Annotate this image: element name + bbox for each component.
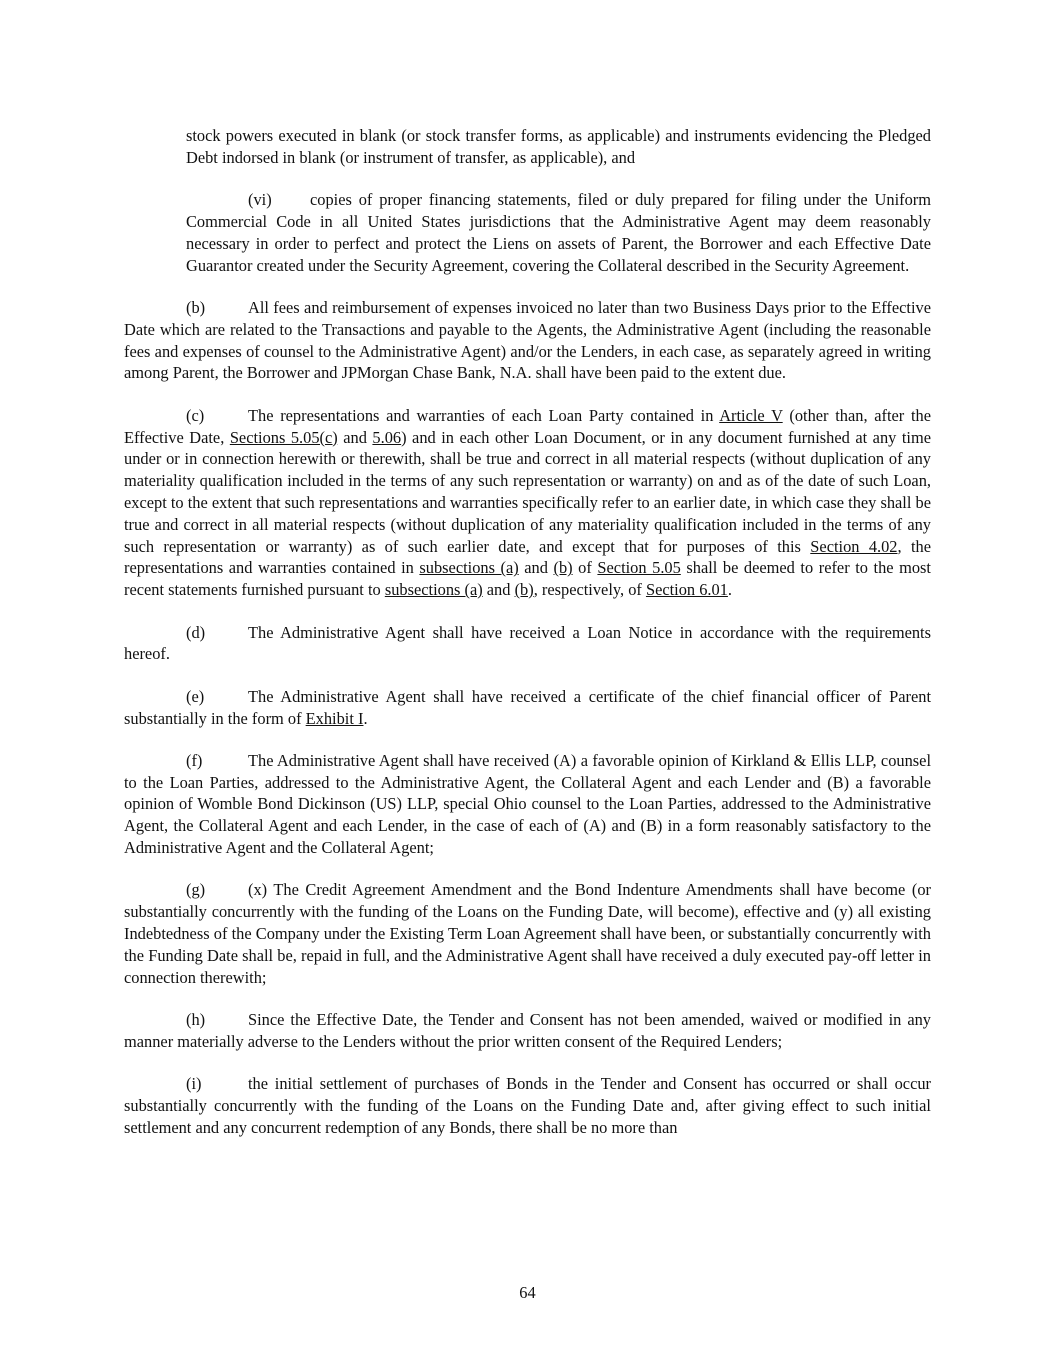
cross-reference: subsections (a) xyxy=(384,580,483,600)
paragraph-marker: (f) xyxy=(186,750,203,770)
paragraph-marker: (b) xyxy=(186,297,206,317)
paragraph-marker: (g) xyxy=(186,880,206,900)
paragraph-marker: (e) xyxy=(186,686,205,706)
paragraph-marker: (h) xyxy=(186,1010,206,1030)
paragraph-text: and xyxy=(482,580,515,600)
cross-reference: Sections 5.05(c) xyxy=(229,427,338,447)
paragraph-text: and xyxy=(337,427,373,447)
paragraph-text: shall be deemed to refer to the most recent statements furnished pursuant to xyxy=(124,558,931,600)
paragraph-text: Since the Effective Date, the Tender and Consent has not been amended, waived or modified in any manner materially adverse to the Lenders without the prior written consent of the Required Lenders; xyxy=(124,1010,931,1051)
paragraph-text: (x) The Credit Agreement Amendment and the Bond Indenture Amendments shall have become (or substantially concurrently with the funding of the Loans on the Funding Date, will become), effective and (y) all existing Indebtedness of the Company under the Existing Term Loan Agreement shall have been, or substantially concurrently with the Funding Date shall be, repaid in full, and the Administrative Agent shall have received a duly executed pay-off letter in connection therewith; xyxy=(124,880,931,987)
paragraph-marker: (vi) xyxy=(248,190,272,210)
paragraph-text: The representations and warranties of each Loan Party contained in xyxy=(248,405,720,425)
page-number: 64 xyxy=(519,1283,536,1302)
paragraph-e xyxy=(124,686,931,730)
continuation-paragraph xyxy=(186,125,931,169)
paragraph-f xyxy=(124,750,931,859)
cross-reference: Article V xyxy=(719,405,783,425)
paragraph-h xyxy=(124,1009,931,1053)
paragraph-c xyxy=(124,405,931,601)
paragraph-text: stock powers executed in blank (or stock transfer forms, as applicable) and instruments evidencing the Pledged Debt indorsed in blank (or instrument of transfer, as applicable), and xyxy=(186,126,931,167)
subparagraph-vi xyxy=(186,189,931,276)
cross-reference: subsections (a) xyxy=(419,558,519,578)
document-body xyxy=(124,125,931,1159)
cross-reference: Exhibit I xyxy=(305,708,364,728)
paragraph-text: (other than, after the Effective Date, xyxy=(124,405,931,447)
paragraph-marker: (c) xyxy=(186,405,205,425)
paragraph-text: The Administrative Agent shall have received a certificate of the chief financial officer of Parent substantially in the form of xyxy=(124,686,931,728)
paragraph-text: . xyxy=(727,580,733,600)
paragraph-b xyxy=(124,297,931,384)
paragraph-text: The Administrative Agent shall have received a Loan Notice in accordance with the requirements hereof. xyxy=(124,622,931,664)
paragraph-marker: (d) xyxy=(186,622,206,642)
cross-reference: Section 6.01 xyxy=(645,580,728,600)
cross-reference: (b) xyxy=(514,580,534,600)
paragraph-d xyxy=(124,622,931,666)
cross-reference: (b) xyxy=(553,558,573,578)
paragraph-text: , respectively, of xyxy=(533,580,646,600)
paragraph-text: . xyxy=(363,708,368,728)
paragraph-text: The Administrative Agent shall have received (A) a favorable opinion of Kirkland & Ellis LLP, counsel to the Loan Parties, addressed to the Administrative Agent, the Collateral Agent and each Lender and (B) a favorable opinion of Womble Bond Dickinson (US) LLP, special Ohio counsel to the Loan Parties, addressed to the Administrative Agent, the Collateral Agent and each Lender, in the case of each of (A) and (B) in a form reasonably satisfactory to the Administrative Agent and the Collateral Agent; xyxy=(124,750,931,858)
paragraph-g xyxy=(124,879,931,988)
paragraph-text: the initial settlement of purchases of Bonds in the Tender and Consent has occurred or shall occur substantially concurrently with the funding of the Loans on the Funding Date and, after giving effect to such initial settlement and any concurrent redemption of any Bonds, there shall be no more than xyxy=(124,1074,931,1137)
cross-reference: 5.06 xyxy=(372,427,402,447)
cross-reference: Section 5.05 xyxy=(597,558,681,578)
paragraph-text: , the representations and warranties contained in xyxy=(124,536,931,578)
paragraph-marker: (i) xyxy=(186,1074,202,1094)
paragraph-text: copies of proper financing statements, filed or duly prepared for filing under the Uniform Commercial Code in all United States jurisdictions that the Administrative Agent may deem reasonably necessary in order to perfect and protect the Liens on assets of Parent, the Borrower and each Effective Date Guarantor created under the Security Agreement, covering the Collateral described in the Security Agreement. xyxy=(186,190,931,275)
paragraph-text: All fees and reimbursement of expenses invoiced no later than two Business Days prior to the Effective Date which are related to the Transactions and payable to the Agents, the Administrative Agent (including the reasonable fees and expenses of counsel to the Administrative Agent) and/or the Lenders, in each case, as separately agreed in writing among Parent, the Borrower and JPMorgan Chase Bank, N.A. shall have been paid to the extent due. xyxy=(124,297,931,383)
paragraph-text: of xyxy=(572,558,598,578)
cross-reference: Section 4.02 xyxy=(810,536,898,556)
paragraph-i xyxy=(124,1073,931,1138)
paragraph-text: and xyxy=(518,558,554,578)
paragraph-text: ) and in each other Loan Document, or in any document furnished at any time under or in connection herewith or therewith, shall be true and correct in all material respects (without duplication of any materiality qualification included in the terms of any such representation or warranty) on and as of the date of such Loan, except to the extent that such representations and warranties specifically refer to an earlier date, in which case they shall be true and correct in all material respects (without duplication of any materiality qualification included in the terms of any such representation or warranty) as of such earlier date, and except that for purposes of this xyxy=(124,427,931,556)
